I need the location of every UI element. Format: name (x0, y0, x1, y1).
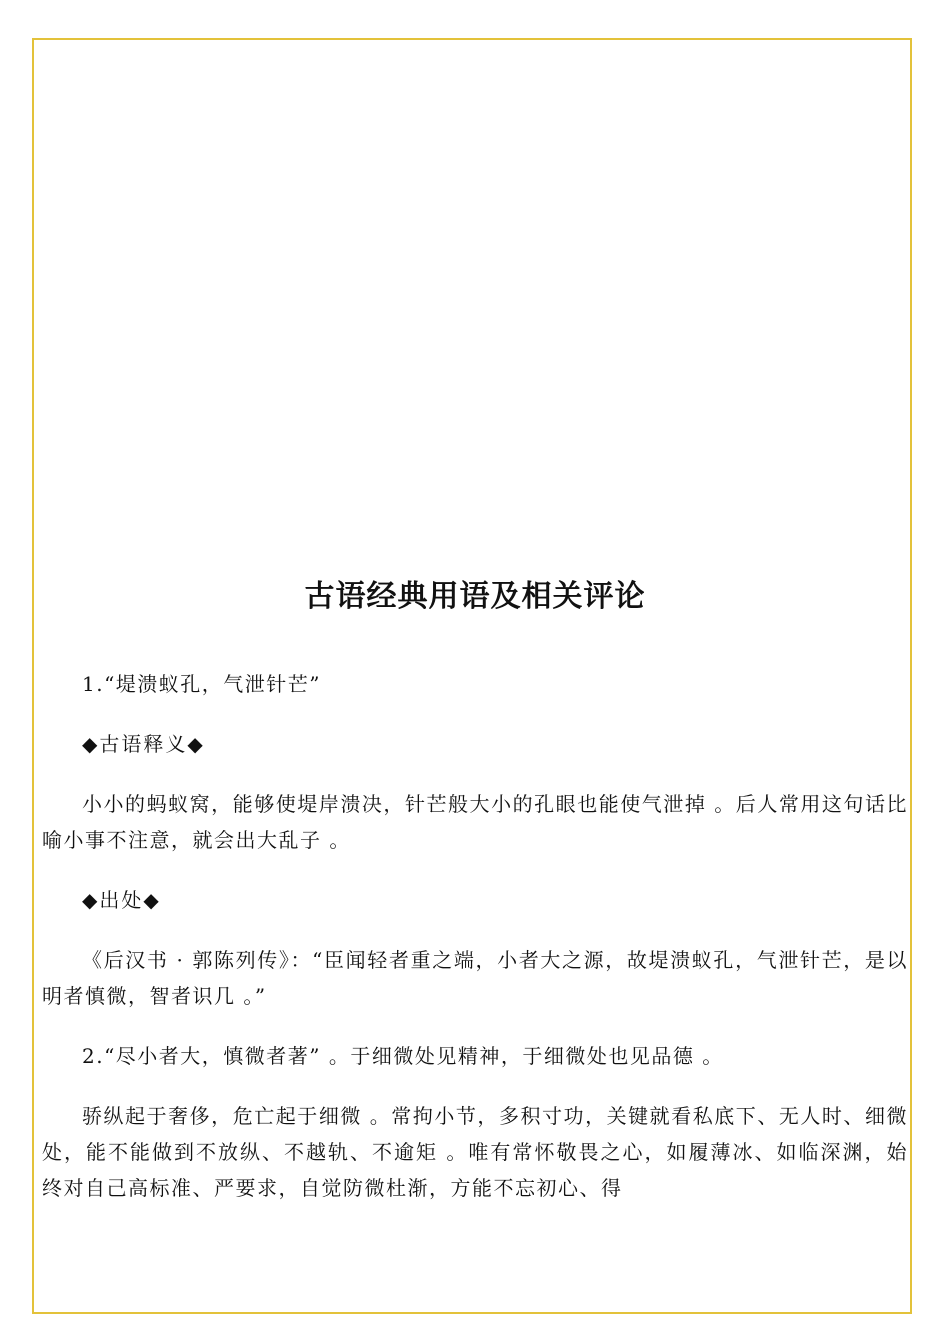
interpretation-section-heading: ◆古语释义◆ (82, 732, 205, 756)
commentary-paragraph: 骄纵起于奢侈，危亡起于细微 。常拘小节，多积寸功，关键就看私底下、无人时、细微处，能不能做到不放纵、不越轨、不逾矩 。唯有常怀敬畏之心，如履薄冰、如临深渊，始终对自己高标准、严要求，自觉防微杜渐，方能不忘初心、得 (42, 1104, 908, 1200)
document-title: 古语经典用语及相关评论 (304, 579, 646, 614)
source-paragraph: 《后汉书 · 郭陈列传》：“臣闻轻者重之端，小者大之源，故堤溃蚁孔，气泄针芒，是以明者慎微，智者识几 。” (42, 948, 908, 1008)
document-body (42, 570, 908, 1230)
item-1-heading: 1.“堤溃蚁孔，气泄针芒” (82, 672, 322, 696)
source-section-heading: ◆出处◆ (82, 888, 161, 912)
item-2-heading: 2.“尽小者大，慎微者著” 。于细微处见精神，于细微处也见品德 。 (82, 1044, 724, 1068)
interpretation-paragraph: 小小的蚂蚁窝，能够使堤岸溃决，针芒般大小的孔眼也能使气泄掉 。后人常用这句话比喻小事不注意，就会出大乱子 。 (42, 792, 908, 852)
